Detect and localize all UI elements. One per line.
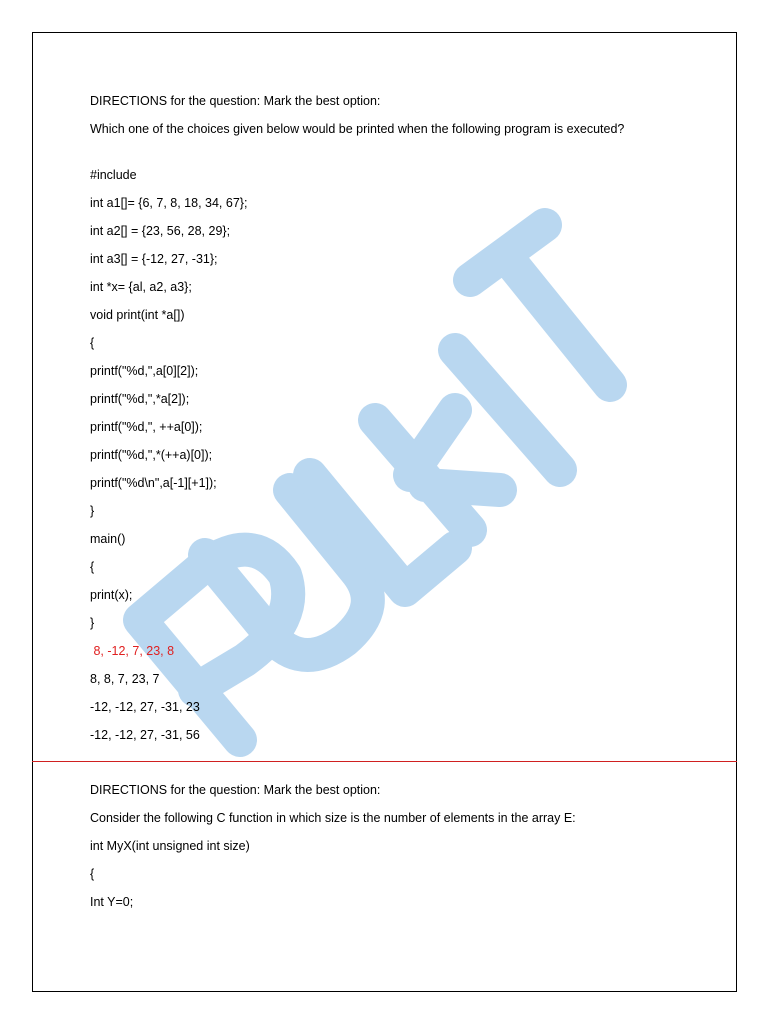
question-divider: [32, 761, 737, 762]
q1-prompt: Which one of the choices given below would be printed when the following program is executed?: [90, 122, 625, 136]
code-line: int a1[]= {6, 7, 8, 18, 34, 67};: [90, 196, 248, 210]
code-line: {: [90, 560, 95, 574]
code-line: {: [90, 867, 95, 881]
code-line: main(): [90, 532, 126, 546]
code-line: printf("%d,",a[0][2]);: [90, 364, 199, 378]
option: -12, -12, 27, -31, 56: [90, 728, 200, 742]
code-line: print(x);: [90, 588, 133, 602]
code-line: Int Y=0;: [90, 895, 134, 909]
option: 8, 8, 7, 23, 7: [90, 672, 160, 686]
code-line: printf("%d\n",a[-1][+1]);: [90, 476, 217, 490]
q1-directions: DIRECTIONS for the question: Mark the best option:: [90, 94, 381, 108]
code-line: #include: [90, 168, 137, 182]
code-line: printf("%d,",*a[2]);: [90, 392, 190, 406]
code-line: }: [90, 504, 95, 518]
code-line: int MyX(int unsigned int size): [90, 839, 250, 853]
code-line: {: [90, 336, 95, 350]
code-line: int *x= {al, a2, a3};: [90, 280, 192, 294]
code-line: printf("%d,",*(++a)[0]);: [90, 448, 213, 462]
q2-prompt: Consider the following C function in which size is the number of elements in the array E:: [90, 811, 576, 825]
code-line: printf("%d,", ++a[0]);: [90, 420, 203, 434]
option-correct: 8, -12, 7, 23, 8: [90, 644, 175, 658]
code-line: int a2[] = {23, 56, 28, 29};: [90, 224, 231, 238]
option: -12, -12, 27, -31, 23: [90, 700, 200, 714]
code-line: void print(int *a[]): [90, 308, 185, 322]
code-line: }: [90, 616, 95, 630]
code-line: int a3[] = {-12, 27, -31};: [90, 252, 218, 266]
q2-directions: DIRECTIONS for the question: Mark the best option:: [90, 783, 381, 797]
